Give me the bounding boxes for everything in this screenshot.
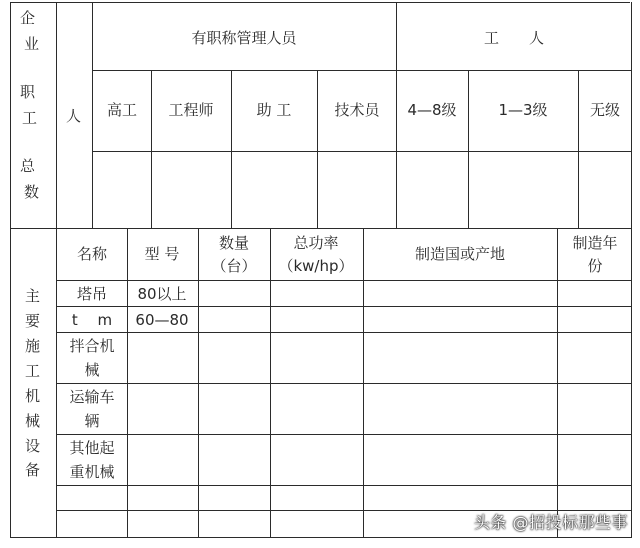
header-power: 总功率 — [293, 234, 339, 252]
level-assistant-engineer: 助 工 — [256, 101, 292, 119]
rule-v-l1 — [151, 70, 152, 229]
rule-crane-2 — [56, 332, 632, 333]
staff-total-char: 总 — [20, 157, 36, 175]
rule-left — [10, 2, 11, 538]
rule-v-name — [127, 228, 128, 538]
rule-mixer — [56, 383, 632, 384]
titled-staff-header: 有职称管理人员 — [191, 29, 297, 47]
rule-section-divide — [10, 228, 632, 229]
row-other-lifting-cont: 重机械 — [69, 463, 115, 481]
rule-v-qty — [270, 228, 271, 538]
header-year: 制造年 — [572, 234, 618, 252]
rule-transport — [56, 434, 632, 435]
staff-total-char: 企 — [20, 9, 36, 27]
level-no-grade: 无级 — [589, 101, 621, 119]
rule-crane-1 — [56, 306, 632, 307]
staff-total-char: 工 — [22, 109, 38, 127]
section-char: 施 — [25, 337, 41, 355]
level-technician: 技术员 — [334, 101, 380, 119]
staff-total-char: 职 — [20, 83, 36, 101]
row-mixer: 拌合机 — [69, 337, 115, 355]
section-char: 机 — [25, 387, 41, 405]
row-tower-crane: 塔吊 — [76, 285, 108, 303]
rule-v-l3 — [317, 70, 318, 229]
rule-v-person — [92, 2, 93, 229]
rule-v-workers — [396, 2, 397, 229]
rule-other — [56, 485, 632, 486]
row-transport-vehicle: 运输车 — [69, 388, 115, 406]
source-watermark: 头条 @招投标那些事 — [473, 513, 628, 532]
rule-v-staff — [56, 2, 57, 229]
rule-bottom — [10, 537, 632, 538]
row-crane-spec-80: 80以上 — [137, 285, 187, 303]
header-power-unit: （kw/hp） — [278, 257, 354, 275]
section-char: 主 — [25, 287, 41, 305]
row-other-lifting: 其他起 — [69, 439, 115, 457]
rule-equip-header — [56, 280, 632, 281]
rule-v-l4 — [468, 70, 469, 229]
row-crane-spec-60-80: 60—80 — [135, 311, 189, 329]
header-name: 名称 — [76, 245, 108, 263]
header-model: 型 号 — [144, 245, 180, 263]
section-char: 备 — [25, 461, 41, 479]
rule-v-l2 — [231, 70, 232, 229]
level-grade-4-8: 4—8级 — [407, 101, 457, 119]
header-quantity-unit: （台） — [211, 257, 257, 275]
row-tower-crane-unit: t m — [71, 311, 113, 329]
rule-top — [10, 2, 630, 3]
header-origin: 制造国或产地 — [414, 245, 506, 263]
staff-total-char: 数 — [24, 183, 40, 201]
workers-header: 工 人 — [483, 29, 545, 47]
row-transport-vehicle-cont: 辆 — [84, 412, 100, 430]
rule-right — [631, 2, 632, 538]
rule-level-row — [92, 151, 632, 152]
rule-v-l5 — [578, 70, 579, 229]
level-senior-engineer: 高工 — [106, 101, 138, 119]
rule-v-model — [198, 228, 199, 538]
section-char: 械 — [25, 412, 41, 430]
section-char: 工 — [25, 362, 41, 380]
section-char: 要 — [25, 312, 41, 330]
header-quantity: 数量 — [218, 234, 250, 252]
header-year-cont: 份 — [587, 257, 603, 275]
rule-header-split — [92, 70, 632, 71]
staff-total-char: 业 — [24, 35, 40, 53]
rule-v-section — [56, 228, 57, 538]
rule-v-origin — [557, 228, 558, 538]
level-grade-1-3: 1—3级 — [498, 101, 548, 119]
row-mixer-cont: 械 — [84, 361, 100, 379]
rule-v-power — [363, 228, 364, 538]
section-char: 设 — [25, 437, 41, 455]
level-engineer: 工程师 — [168, 101, 214, 119]
person-column-label: 人 — [66, 107, 82, 125]
